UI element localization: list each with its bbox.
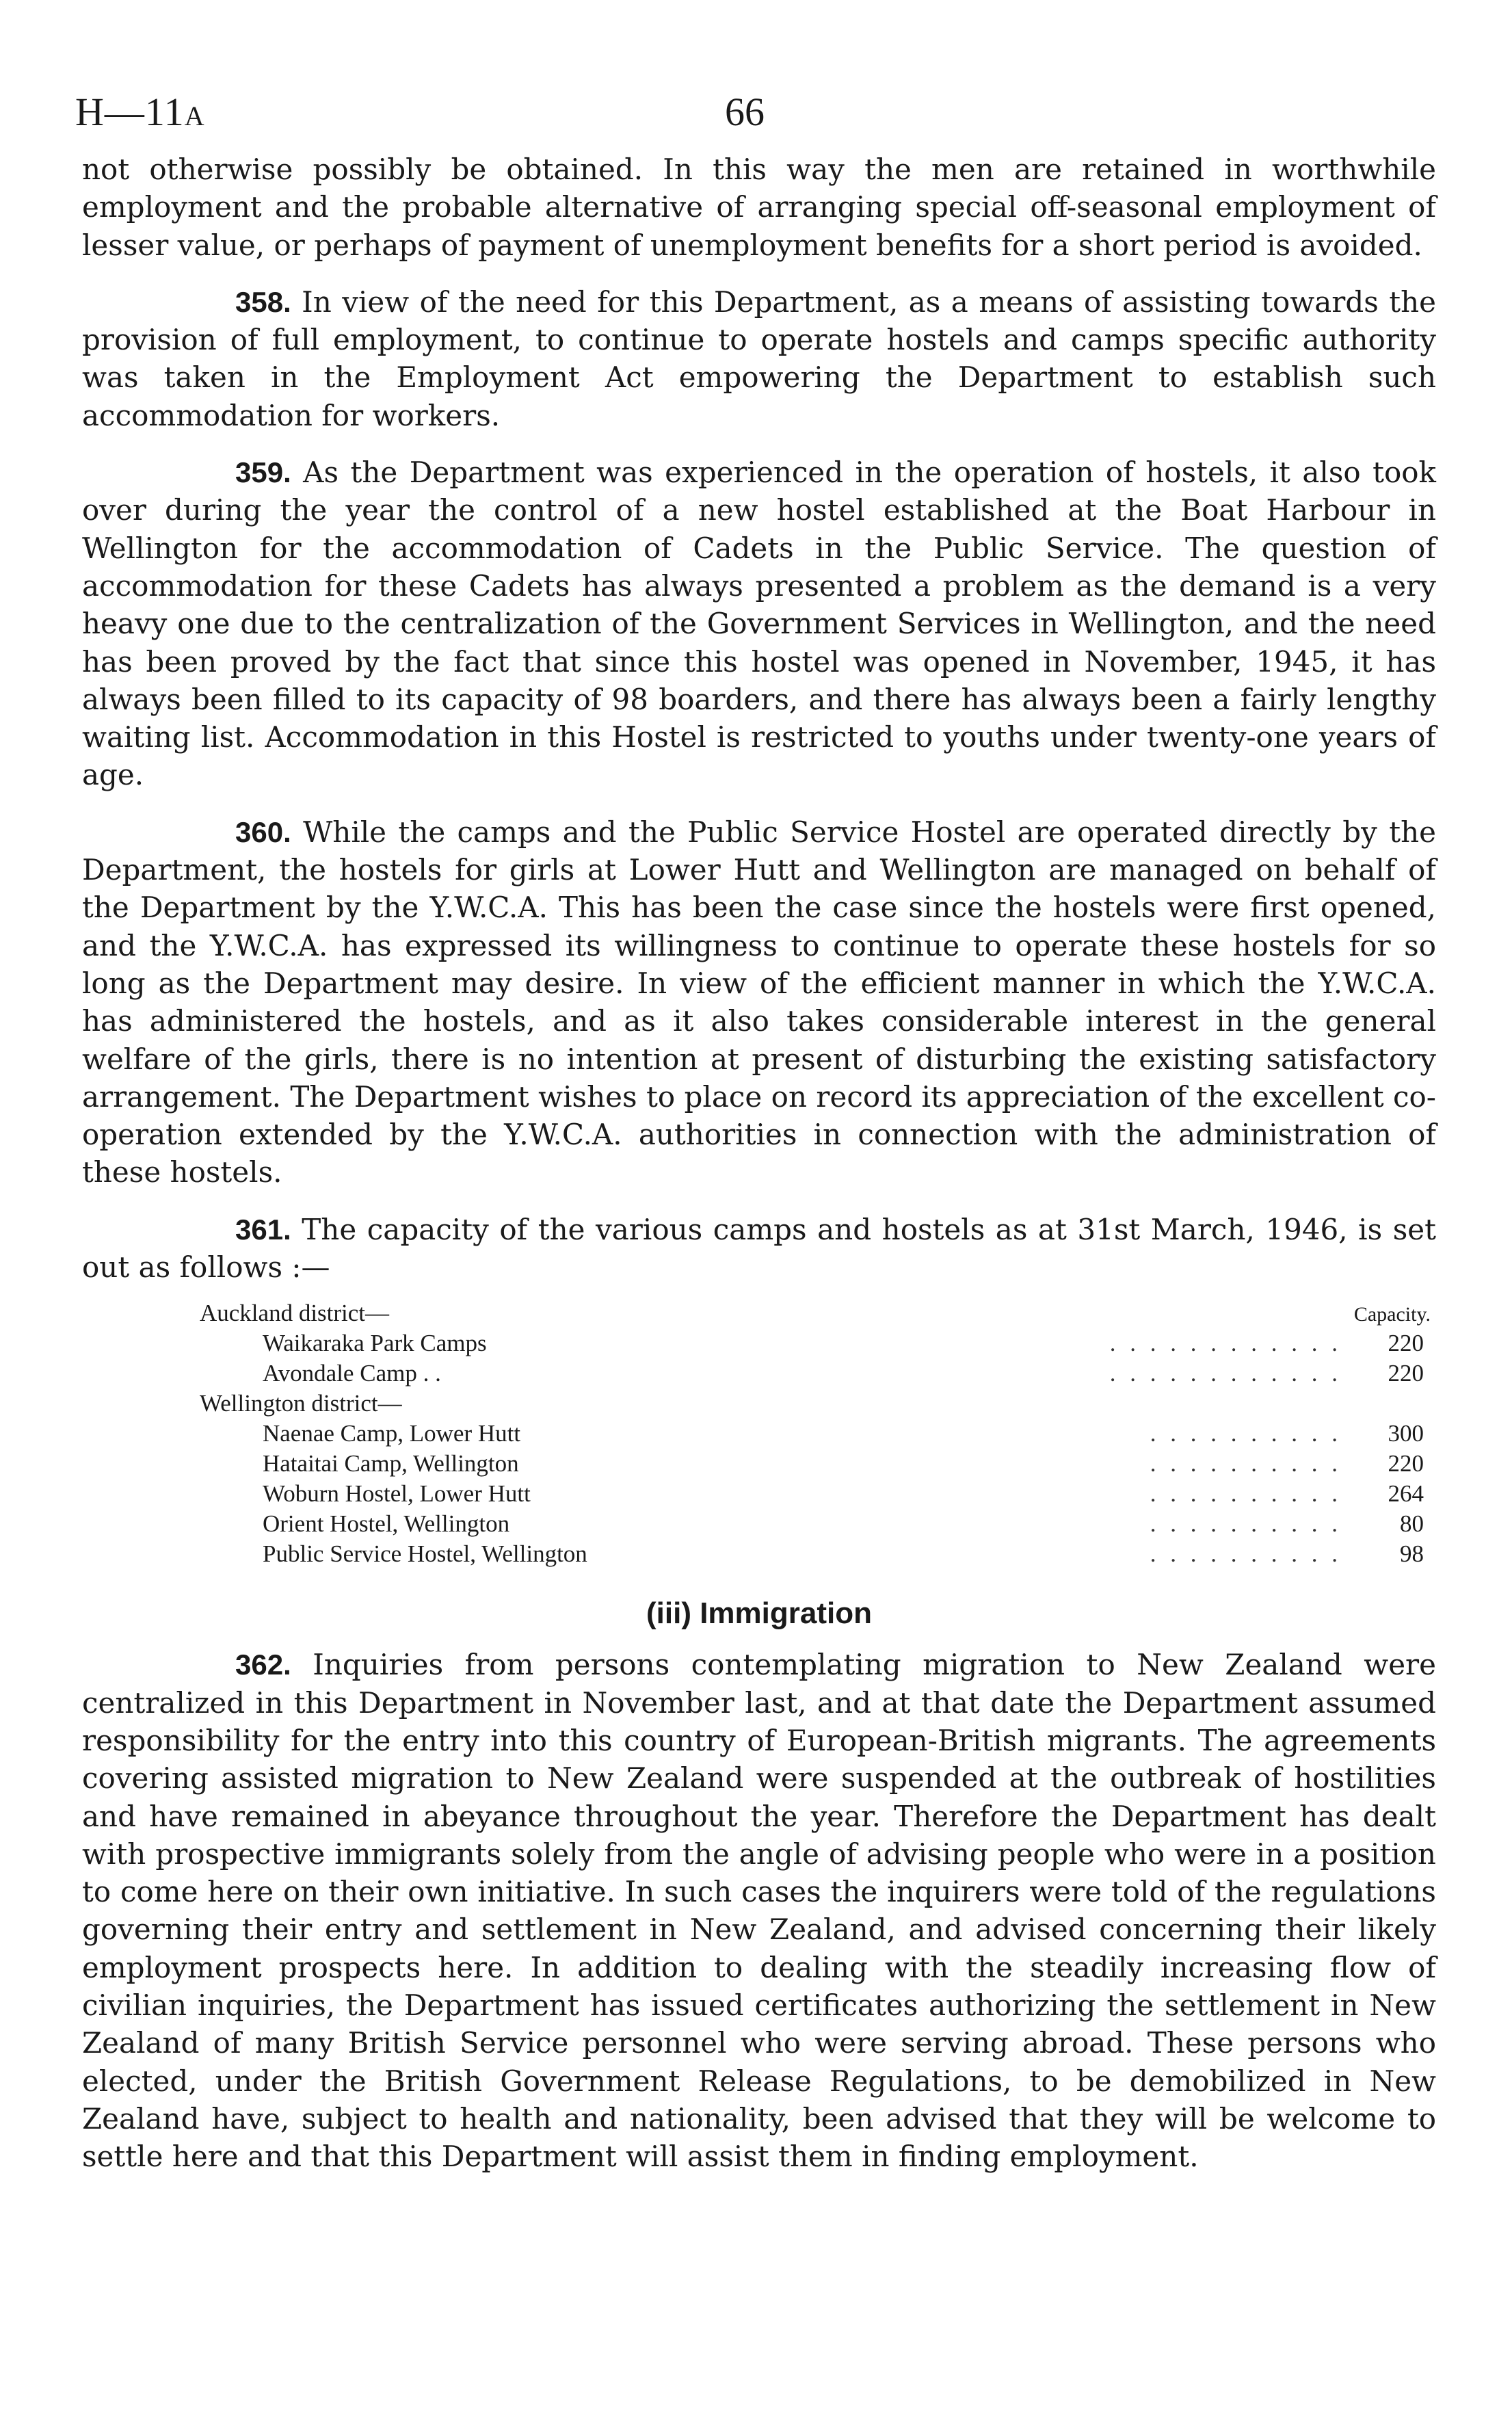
leader-dots: . . . . . . . . . . [1150, 1540, 1342, 1568]
paragraph-text: In view of the need for this Department, as a means of assisting towards the provision of full employment, to continue to operate hostels and camps specific authority was taken in the Employment Act empowering the Department to establish such accommodation for workers. [82, 285, 1436, 432]
leader-dots: . . . . . . . . . . [1150, 1480, 1342, 1508]
leader-dots: . . . . . . . . . . . . [1109, 1330, 1342, 1357]
page-number: 66 [725, 90, 765, 134]
table-row [200, 1419, 1431, 1449]
district-label-auckland: Auckland district— [200, 1300, 390, 1327]
document-page [75, 89, 1436, 2194]
doc-ref-main: H—11 [75, 90, 185, 134]
facility-name: Waikaraka Park Camps [263, 1330, 487, 1357]
paragraph-362 [82, 1646, 1436, 2175]
table-row [200, 1358, 1431, 1389]
document-reference [75, 89, 205, 135]
paragraph-number: 362. [235, 1648, 291, 1681]
capacity-value: 264 [1388, 1480, 1424, 1508]
paragraph-number: 358. [235, 285, 291, 318]
facility-name: Orient Hostel, Wellington [263, 1510, 510, 1538]
table-row [200, 1328, 1431, 1358]
capacity-value: 220 [1388, 1330, 1424, 1357]
capacity-value: 220 [1388, 1450, 1424, 1477]
capacity-value: 98 [1400, 1540, 1424, 1568]
capacity-value: 300 [1388, 1420, 1424, 1447]
leader-dots: . . . . . . . . . . [1150, 1450, 1342, 1477]
capacity-value: 220 [1388, 1360, 1424, 1387]
table-row [200, 1539, 1431, 1569]
paragraph-number: 361. [235, 1213, 291, 1246]
paragraph-358 [82, 283, 1436, 434]
leader-dots: . . . . . . . . . . [1150, 1510, 1342, 1538]
table-row [200, 1389, 1431, 1419]
facility-name: Naenae Camp, Lower Hutt [263, 1420, 521, 1447]
paragraph-text: The capacity of the various camps and hostels as at 31st March, 1946, is set out as follows :— [82, 1212, 1436, 1285]
paragraph-360 [82, 813, 1436, 1192]
facility-name: Woburn Hostel, Lower Hutt [263, 1480, 531, 1508]
paragraph-text: As the Department was experienced in the operation of hostels, it also took over during the year the control of a new hostel established at the Boat Harbour in Wellington for the accommodation of Cadets in the Public Service. The question of accommodation for these Cadets has always presented a problem as the demand is a very heavy one due to the centralization of the Government Services in Wellington, and the need has been proved by the fact that since this hostel was opened in November, 1945, it has always been filled to its capacity of 98 boarders, and there has always been a fairly lengthy waiting list. Accommodation in this Hostel is restricted to youths under twenty-one years of age. [82, 456, 1436, 792]
table-row [200, 1298, 1431, 1328]
table-row [200, 1449, 1431, 1479]
table-row [200, 1509, 1431, 1539]
facility-name: Public Service Hostel, Wellington [263, 1540, 587, 1568]
page-header [75, 89, 1436, 150]
paragraph-number: 360. [235, 815, 291, 848]
paragraph-number: 359. [235, 456, 291, 489]
paragraph-357-continued: not otherwise possibly be obtained. In this way the men are retained in worthwhile employment and the probable alternative of arranging special off-seasonal employment of lesser value, or perhaps of payment of unemployment benefits for a short period is avoided. [82, 153, 1436, 262]
leader-dots: . . . . . . . . . . [1150, 1420, 1342, 1447]
capacity-value: 80 [1400, 1510, 1424, 1538]
paragraph-text: While the camps and the Public Service Hostel are operated directly by the Department, the hostels for girls at Lower Hutt and Wellington are managed on behalf of the Department by the Y.W.C.A. This has been the case since the hostels were first opened, and the Y.W.C.A. has expressed its willingness to continue to operate these hostels for so long as the Department may desire. In view of the efficient manner in which the Y.W.C.A. has administered the hostels, and as it also takes considerable interest in the general welfare of the girls, there is no intention at present of disturbing the existing satisfactory arrangement. The Department wishes to place on record its appreciation of the excellent co-operation extended by the Y.W.C.A. authorities in connection with the administration of these hostels. [82, 815, 1436, 1190]
paragraph-361 [82, 1211, 1436, 1287]
district-label-wellington: Wellington district— [200, 1390, 402, 1417]
section-heading: (iii) Immigration [646, 1596, 872, 1631]
table-row [200, 1479, 1431, 1509]
paragraph-359 [82, 454, 1436, 794]
facility-name: Hataitai Camp, Wellington [263, 1450, 519, 1477]
capacity-column-header: Capacity. [1353, 1303, 1431, 1326]
doc-ref-suffix: A [184, 101, 205, 131]
capacity-table [200, 1298, 1431, 1569]
paragraph-text: Inquiries from persons contemplating migration to New Zealand were centralized in this Department in November last, and at that date the Department assumed responsibility for the entry into this country of European-British migrants. The agreements covering assisted migration to New Zealand were suspended at the outbreak of hostilities and have remained in abeyance throughout the year. Therefore the Department has dealt with prospective immigrants solely from the angle of advising people who were in a position to come here on their own initiative. In such cases the inquirers were told of the regulations governing their entry and settlement in New Zealand, and advised concerning their likely employment prospects here. In addition to dealing with the steadily increasing flow of civilian inquiries, the Department has issued certificates authorizing the settlement in New Zealand of many British Service personnel who were serving abroad. These persons who elected, under the British Government Release Regulations, to be demobilized in New Zealand have, subject to health and nationality, been advised that they will be welcome to settle here and that this Department will assist them in finding employment. [82, 1648, 1436, 2174]
leader-dots: . . . . . . . . . . . . [1109, 1360, 1342, 1387]
facility-name: Avondale Camp . . [263, 1360, 441, 1387]
